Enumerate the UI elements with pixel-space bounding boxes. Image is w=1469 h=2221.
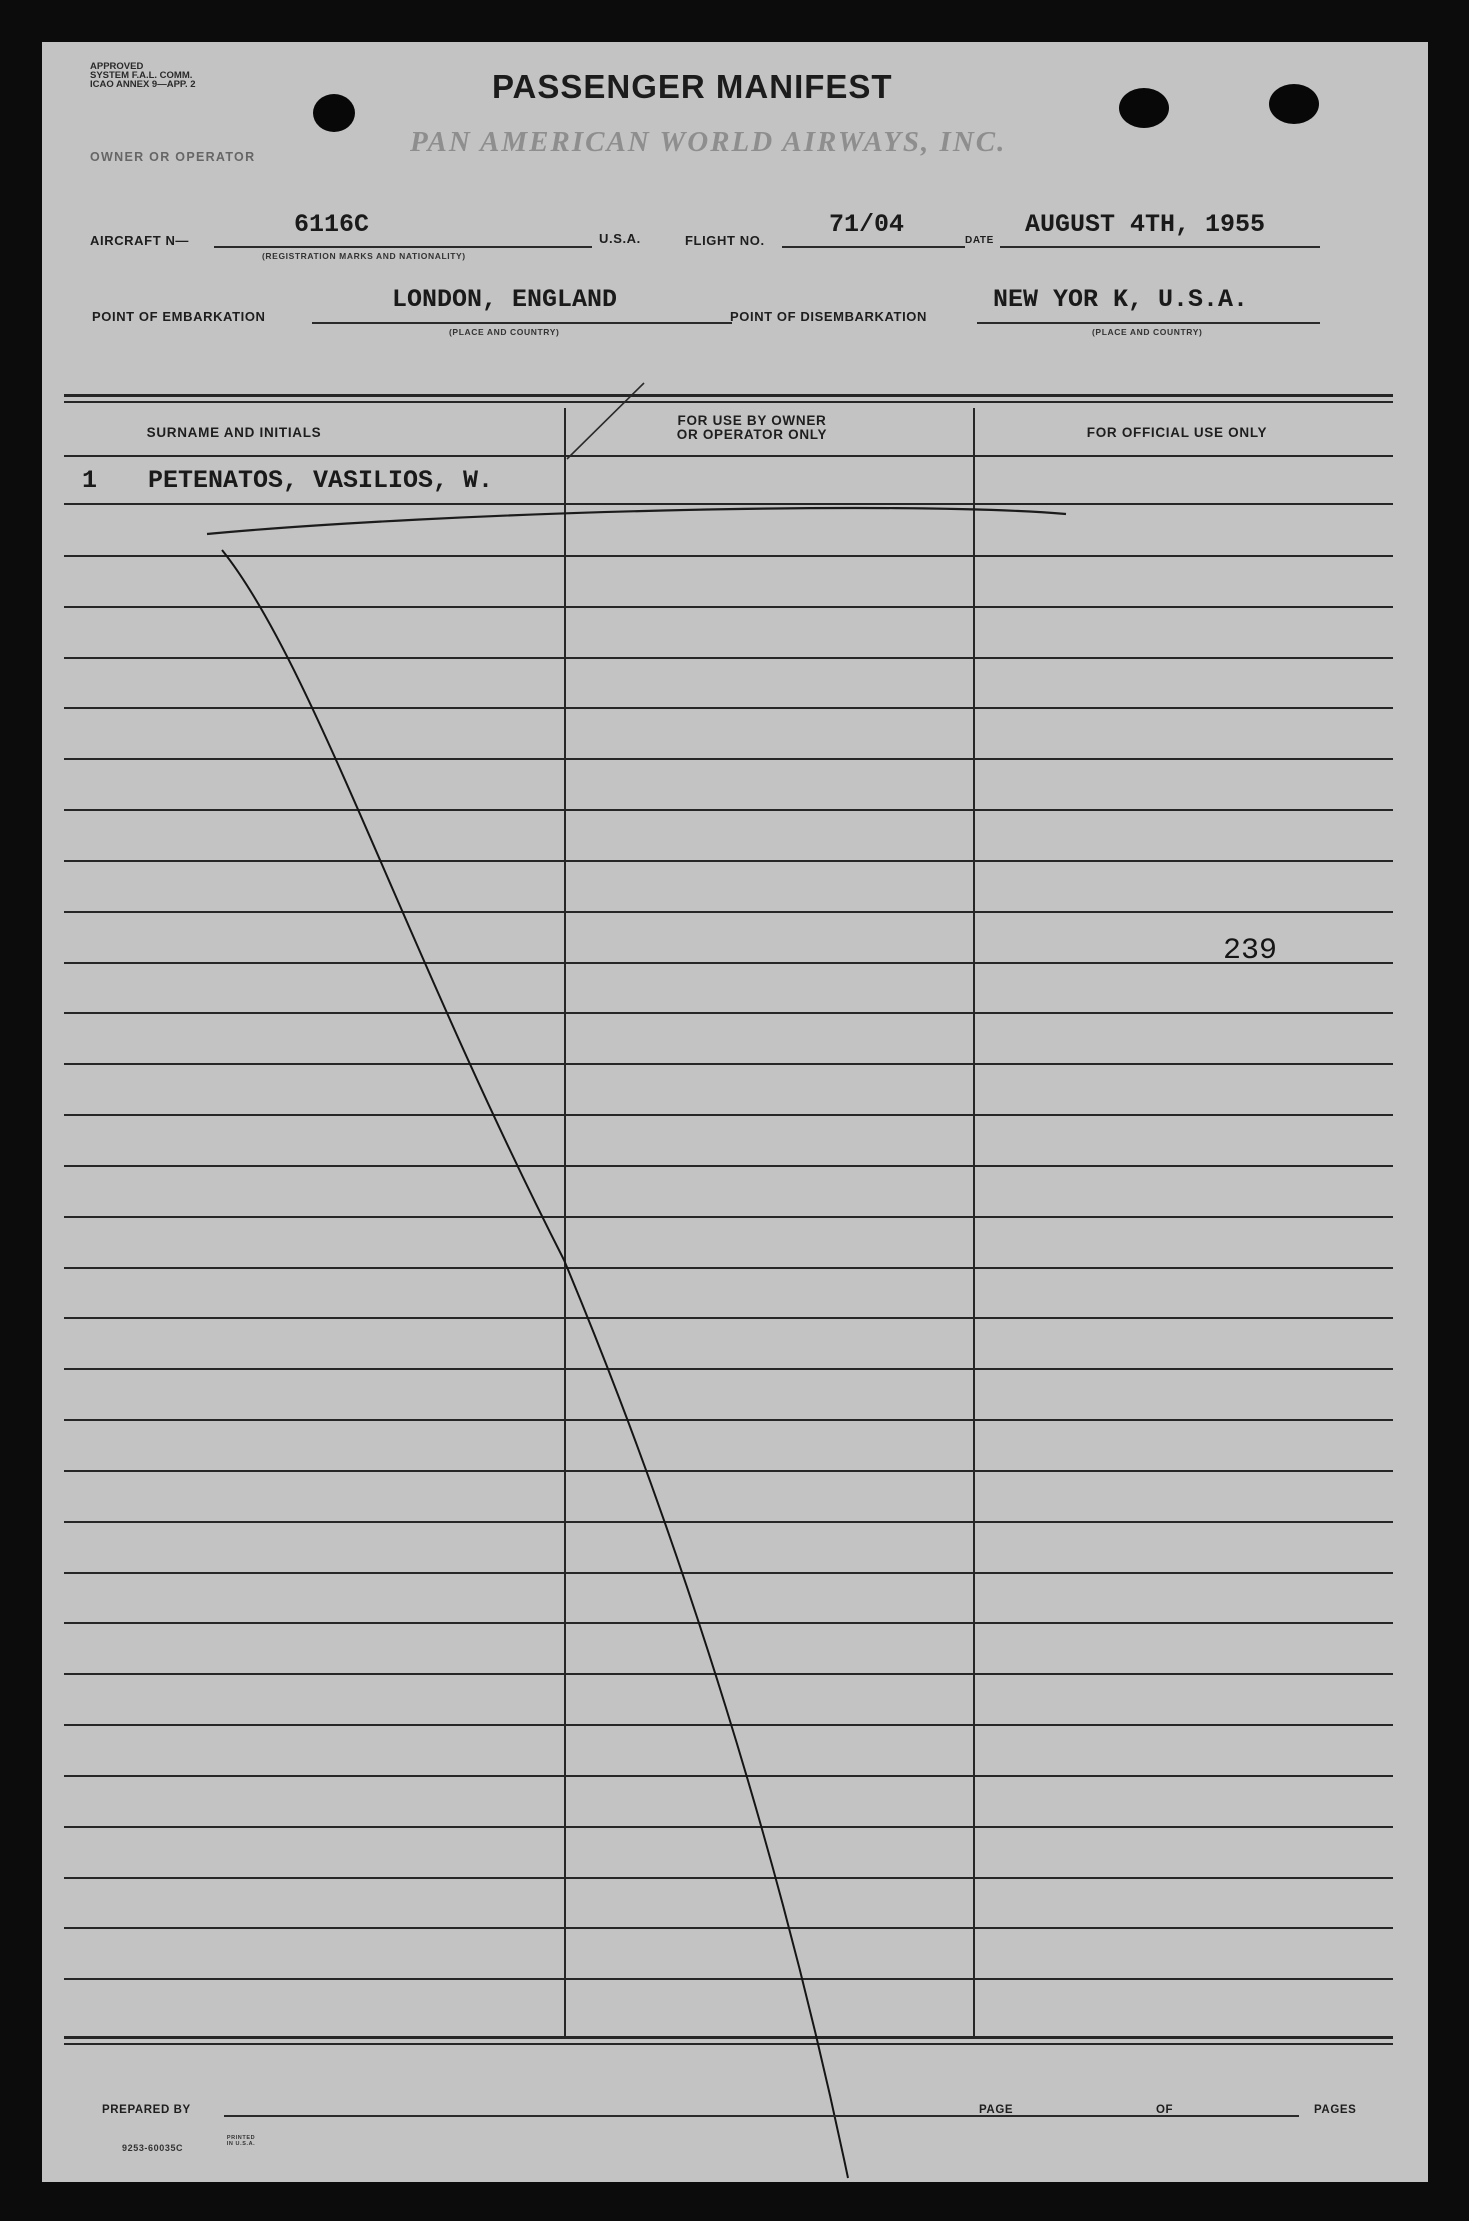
approval-line-1: APPROVED <box>90 61 144 72</box>
page-title: PASSENGER MANIFEST <box>492 68 893 105</box>
usa-label: U.S.A. <box>599 231 641 246</box>
approval-line-3: ICAO ANNEX 9—APP. 2 <box>90 79 196 90</box>
embarkation-sublabel: (PLACE AND COUNTRY) <box>449 327 560 337</box>
row-number: 1 <box>82 466 98 495</box>
date-value: AUGUST 4TH, 1955 <box>1025 210 1266 239</box>
flight-label: FLIGHT NO. <box>685 233 765 248</box>
owner-label: OWNER OR OPERATOR <box>90 150 256 164</box>
passenger-name: PETENATOS, VASILIOS, W. <box>148 466 494 495</box>
manifest-page <box>42 42 1428 2182</box>
embarkation-value: LONDON, ENGLAND <box>392 285 618 314</box>
aircraft-label: AIRCRAFT N— <box>90 233 190 248</box>
pen-check-stroke <box>567 383 644 459</box>
aircraft-sublabel: (REGISTRATION MARKS AND NATIONALITY) <box>262 251 466 261</box>
aircraft-value: 6116C <box>294 210 370 239</box>
prepared-by-underline <box>224 2115 1299 2117</box>
page-label: PAGE <box>979 2104 1014 2116</box>
date-label: DATE <box>965 235 994 246</box>
airline-name: PAN AMERICAN WORLD AIRWAYS, INC. <box>410 126 1007 158</box>
printed-in-usa-mark: PRINTED IN U.S.A. <box>226 2135 256 2147</box>
column-header-owner-line-2: OR OPERATOR ONLY <box>676 427 828 442</box>
column-header-official: FOR OFFICIAL USE ONLY <box>1086 425 1268 440</box>
disembarkation-sublabel: (PLACE AND COUNTRY) <box>1092 327 1203 337</box>
approval-line-2: SYSTEM F.A.L. COMM. <box>90 70 193 81</box>
disembarkation-label: POINT OF DISEMBARKATION <box>730 309 927 324</box>
flight-value: 71/04 <box>829 210 905 239</box>
prepared-by-label: PREPARED BY <box>102 2104 191 2116</box>
embarkation-label: POINT OF EMBARKATION <box>92 309 266 324</box>
pen-strokes <box>42 42 1428 2182</box>
pen-horizontal-stroke <box>207 508 1066 534</box>
column-header-surname: SURNAME AND INITIALS <box>146 425 322 440</box>
column-header-owner-line-1: FOR USE BY OWNER <box>677 413 827 428</box>
form-code: 9253-60035C <box>122 2143 184 2153</box>
handwritten-number: 239 <box>1223 934 1278 968</box>
of-label: OF <box>1156 2104 1174 2116</box>
pages-label: PAGES <box>1314 2104 1357 2116</box>
disembarkation-value: NEW YOR K, U.S.A. <box>993 285 1249 314</box>
pen-diagonal-stroke <box>222 550 848 2178</box>
